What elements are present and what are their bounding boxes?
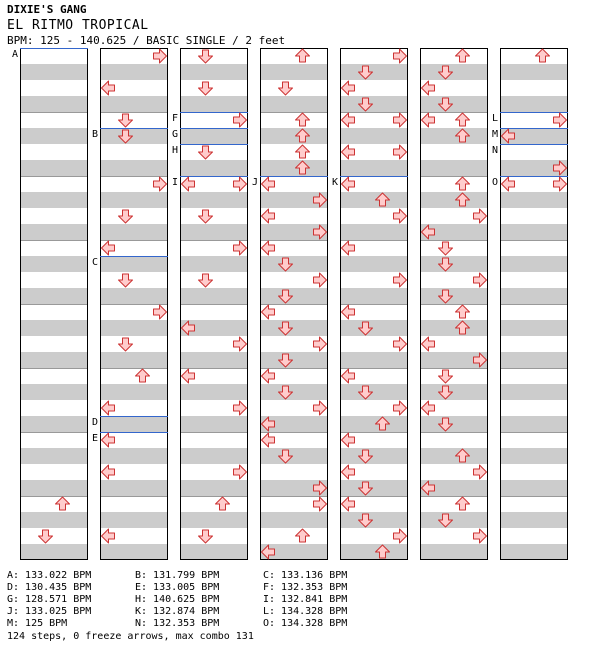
- stripe-band: [340, 384, 408, 400]
- stripe-band: [100, 160, 168, 176]
- stripe-band: [420, 512, 488, 528]
- stripe-band: [180, 224, 248, 240]
- up-arrow-icon: [296, 49, 310, 62]
- up-arrow-icon: [536, 49, 550, 62]
- right-arrow-icon: [394, 401, 407, 415]
- stripe-band: [340, 512, 408, 528]
- stripe-band: [100, 288, 168, 304]
- right-arrow-icon: [554, 113, 567, 127]
- stripe-band: [100, 64, 168, 80]
- stripe-band: [20, 352, 88, 368]
- stripe-band: [420, 96, 488, 112]
- right-arrow-icon: [314, 273, 327, 287]
- up-arrow-icon: [296, 529, 310, 542]
- down-arrow-icon: [199, 82, 213, 95]
- stripe-band: [260, 384, 328, 400]
- right-arrow-icon: [474, 529, 487, 543]
- bpm-legend-item: M: 125 BPM: [7, 618, 68, 629]
- stripe-band: [20, 512, 88, 528]
- stripe-band: [340, 128, 408, 144]
- stripe-band: [340, 224, 408, 240]
- stripe-band: [260, 160, 328, 176]
- stripe-band: [100, 512, 168, 528]
- left-arrow-icon: [342, 305, 355, 319]
- stripe-band: [260, 512, 328, 528]
- right-arrow-icon: [314, 497, 327, 511]
- left-arrow-icon: [102, 81, 115, 95]
- bpm-marker-label: M: [491, 129, 498, 140]
- left-arrow-icon: [342, 81, 355, 95]
- stripe-band: [20, 224, 88, 240]
- stripe-band: [500, 352, 568, 368]
- stripe-band: [20, 288, 88, 304]
- left-arrow-icon: [342, 369, 355, 383]
- stripe-band: [420, 544, 488, 560]
- stripe-band: [260, 64, 328, 80]
- stripe-band: [500, 96, 568, 112]
- up-arrow-icon: [456, 113, 470, 126]
- stripe-band: [340, 192, 408, 208]
- stripe-band: [100, 192, 168, 208]
- chart-info: BPM: 125 - 140.625 / BASIC SINGLE / 2 feet: [7, 34, 286, 47]
- stripe-band: [420, 192, 488, 208]
- left-arrow-icon: [262, 433, 275, 447]
- left-arrow-icon: [342, 113, 355, 127]
- up-arrow-icon: [456, 497, 470, 510]
- bpm-marker-label: J: [251, 177, 258, 188]
- stripe-band: [500, 384, 568, 400]
- stripe-band: [100, 416, 168, 432]
- bpm-legend-item: J: 133.025 BPM: [7, 606, 92, 617]
- stripe-band: [420, 160, 488, 176]
- stripe-band: [180, 128, 248, 144]
- stripe-band: [180, 192, 248, 208]
- stripe-band: [20, 256, 88, 272]
- stripe-band: [100, 320, 168, 336]
- down-arrow-icon: [199, 274, 213, 287]
- stripe-band: [500, 320, 568, 336]
- up-arrow-icon: [56, 497, 70, 510]
- right-arrow-icon: [234, 113, 247, 127]
- bpm-marker-label: C: [91, 257, 98, 268]
- left-arrow-icon: [342, 145, 355, 159]
- stripe-band: [260, 320, 328, 336]
- stripe-band: [420, 448, 488, 464]
- bpm-marker-label: L: [491, 113, 498, 124]
- stripe-band: [180, 64, 248, 80]
- stripe-band: [500, 192, 568, 208]
- stripe-band: [340, 96, 408, 112]
- bpm-marker-label: D: [91, 417, 98, 428]
- stripe-band: [420, 128, 488, 144]
- bpm-legend-item: O: 134.328 BPM: [263, 618, 348, 629]
- stripe-band: [260, 256, 328, 272]
- stripe-band: [500, 64, 568, 80]
- stripe-band: [260, 96, 328, 112]
- right-arrow-icon: [394, 113, 407, 127]
- right-arrow-icon: [394, 49, 407, 63]
- stripe-band: [420, 64, 488, 80]
- stripe-band: [100, 544, 168, 560]
- stripe-band: [340, 288, 408, 304]
- down-arrow-icon: [39, 530, 53, 543]
- stripe-band: [180, 160, 248, 176]
- left-arrow-icon: [182, 369, 195, 383]
- bpm-marker-label: G: [171, 129, 178, 140]
- right-arrow-icon: [314, 337, 327, 351]
- stripe-band: [340, 64, 408, 80]
- stripe-band: [500, 288, 568, 304]
- stripe-band: [260, 352, 328, 368]
- up-arrow-icon: [296, 145, 310, 158]
- down-arrow-icon: [119, 210, 133, 223]
- left-arrow-icon: [182, 177, 195, 191]
- down-arrow-icon: [199, 210, 213, 223]
- bpm-legend-item: L: 134.328 BPM: [263, 606, 348, 617]
- right-arrow-icon: [394, 209, 407, 223]
- right-arrow-icon: [554, 177, 567, 191]
- stripe-band: [180, 512, 248, 528]
- right-arrow-icon: [154, 49, 167, 63]
- stripe-band: [180, 96, 248, 112]
- chart-summary: 124 steps, 0 freeze arrows, max combo 131: [7, 631, 254, 642]
- stripe-band: [340, 480, 408, 496]
- left-arrow-icon: [502, 177, 515, 191]
- bpm-legend-item: D: 130.435 BPM: [7, 582, 92, 593]
- song-title: EL RITMO TROPICAL: [7, 18, 149, 33]
- bpm-legend-item: B: 131.799 BPM: [135, 570, 220, 581]
- right-arrow-icon: [154, 177, 167, 191]
- right-arrow-icon: [394, 273, 407, 287]
- artist-name: DIXIE'S GANG: [7, 3, 87, 16]
- down-arrow-icon: [119, 274, 133, 287]
- stripe-band: [20, 64, 88, 80]
- stripe-band: [20, 480, 88, 496]
- stripe-band: [340, 416, 408, 432]
- left-arrow-icon: [422, 81, 435, 95]
- stripe-band: [180, 256, 248, 272]
- stripe-band: [420, 416, 488, 432]
- stripe-band: [340, 544, 408, 560]
- left-arrow-icon: [342, 433, 355, 447]
- up-arrow-icon: [456, 49, 470, 62]
- stripe-band: [340, 320, 408, 336]
- left-arrow-icon: [102, 529, 115, 543]
- bpm-marker-label: O: [491, 177, 498, 188]
- bpm-marker-label: A: [11, 49, 18, 60]
- left-arrow-icon: [342, 241, 355, 255]
- stripe-band: [20, 320, 88, 336]
- left-arrow-icon: [262, 369, 275, 383]
- left-arrow-icon: [342, 497, 355, 511]
- stripe-band: [180, 288, 248, 304]
- stripe-band: [20, 128, 88, 144]
- stripe-band: [20, 96, 88, 112]
- right-arrow-icon: [314, 401, 327, 415]
- left-arrow-icon: [262, 241, 275, 255]
- right-arrow-icon: [234, 241, 247, 255]
- down-arrow-icon: [279, 82, 293, 95]
- stripe-band: [100, 480, 168, 496]
- down-arrow-icon: [439, 370, 453, 383]
- left-arrow-icon: [262, 305, 275, 319]
- bpm-legend-item: A: 133.022 BPM: [7, 570, 92, 581]
- right-arrow-icon: [394, 529, 407, 543]
- stripe-band: [100, 384, 168, 400]
- left-arrow-icon: [342, 465, 355, 479]
- left-arrow-icon: [102, 401, 115, 415]
- left-arrow-icon: [102, 241, 115, 255]
- down-arrow-icon: [199, 50, 213, 63]
- bpm-legend-item: I: 132.841 BPM: [263, 594, 348, 605]
- stripe-band: [100, 448, 168, 464]
- right-arrow-icon: [474, 209, 487, 223]
- stripe-band: [100, 128, 168, 144]
- left-arrow-icon: [422, 401, 435, 415]
- stripe-band: [420, 320, 488, 336]
- bpm-marker-label: E: [91, 433, 98, 444]
- stripe-band: [500, 544, 568, 560]
- stripe-band: [260, 288, 328, 304]
- bpm-legend-item: K: 132.874 BPM: [135, 606, 220, 617]
- bpm-legend-item: G: 128.571 BPM: [7, 594, 92, 605]
- up-arrow-icon: [216, 497, 230, 510]
- left-arrow-icon: [422, 337, 435, 351]
- stripe-band: [500, 256, 568, 272]
- right-arrow-icon: [474, 465, 487, 479]
- stripe-band: [180, 352, 248, 368]
- stripe-band: [20, 384, 88, 400]
- stripe-band: [340, 160, 408, 176]
- stripe-band: [100, 352, 168, 368]
- right-arrow-icon: [234, 401, 247, 415]
- stripe-band: [180, 384, 248, 400]
- stripe-band: [180, 448, 248, 464]
- bpm-legend-item: C: 133.136 BPM: [263, 570, 348, 581]
- bpm-marker-label: B: [91, 129, 98, 140]
- stripe-band: [500, 224, 568, 240]
- stripe-band: [180, 480, 248, 496]
- stripe-band: [420, 256, 488, 272]
- stripe-band: [260, 448, 328, 464]
- stripe-band: [180, 544, 248, 560]
- down-arrow-icon: [439, 242, 453, 255]
- stripe-band: [20, 416, 88, 432]
- up-arrow-icon: [136, 369, 150, 382]
- up-arrow-icon: [456, 177, 470, 190]
- stripe-band: [100, 224, 168, 240]
- stripe-band: [420, 384, 488, 400]
- right-arrow-icon: [234, 465, 247, 479]
- stripe-band: [500, 512, 568, 528]
- stripe-band: [340, 448, 408, 464]
- stripe-band: [260, 128, 328, 144]
- up-arrow-icon: [296, 113, 310, 126]
- right-arrow-icon: [154, 305, 167, 319]
- down-arrow-icon: [119, 114, 133, 127]
- left-arrow-icon: [262, 177, 275, 191]
- down-arrow-icon: [199, 146, 213, 159]
- bpm-marker-label: I: [171, 177, 178, 188]
- down-arrow-icon: [199, 530, 213, 543]
- bpm-marker-label: F: [171, 113, 178, 124]
- right-arrow-icon: [234, 177, 247, 191]
- stripe-band: [420, 288, 488, 304]
- right-arrow-icon: [474, 273, 487, 287]
- bpm-legend-item: F: 132.353 BPM: [263, 582, 348, 593]
- bpm-marker-label: K: [331, 177, 338, 188]
- up-arrow-icon: [456, 305, 470, 318]
- bpm-legend-item: H: 140.625 BPM: [135, 594, 220, 605]
- left-arrow-icon: [102, 433, 115, 447]
- right-arrow-icon: [394, 145, 407, 159]
- bpm-legend-item: E: 133.005 BPM: [135, 582, 220, 593]
- stripe-band: [20, 544, 88, 560]
- stripe-band: [180, 416, 248, 432]
- stripe-band: [500, 480, 568, 496]
- stripe-band: [500, 416, 568, 432]
- stripe-band: [20, 192, 88, 208]
- left-arrow-icon: [262, 209, 275, 223]
- bpm-marker-label: H: [171, 145, 178, 156]
- bpm-legend-item: N: 132.353 BPM: [135, 618, 220, 629]
- stripe-band: [340, 352, 408, 368]
- stripe-band: [500, 448, 568, 464]
- stripe-band: [20, 448, 88, 464]
- stripe-band: [100, 96, 168, 112]
- down-arrow-icon: [119, 338, 133, 351]
- left-arrow-icon: [342, 177, 355, 191]
- right-arrow-icon: [234, 337, 247, 351]
- stripe-band: [20, 160, 88, 176]
- bpm-marker-label: N: [491, 145, 498, 156]
- stripe-band: [100, 256, 168, 272]
- stripe-band: [340, 256, 408, 272]
- left-arrow-icon: [422, 113, 435, 127]
- right-arrow-icon: [394, 337, 407, 351]
- left-arrow-icon: [102, 465, 115, 479]
